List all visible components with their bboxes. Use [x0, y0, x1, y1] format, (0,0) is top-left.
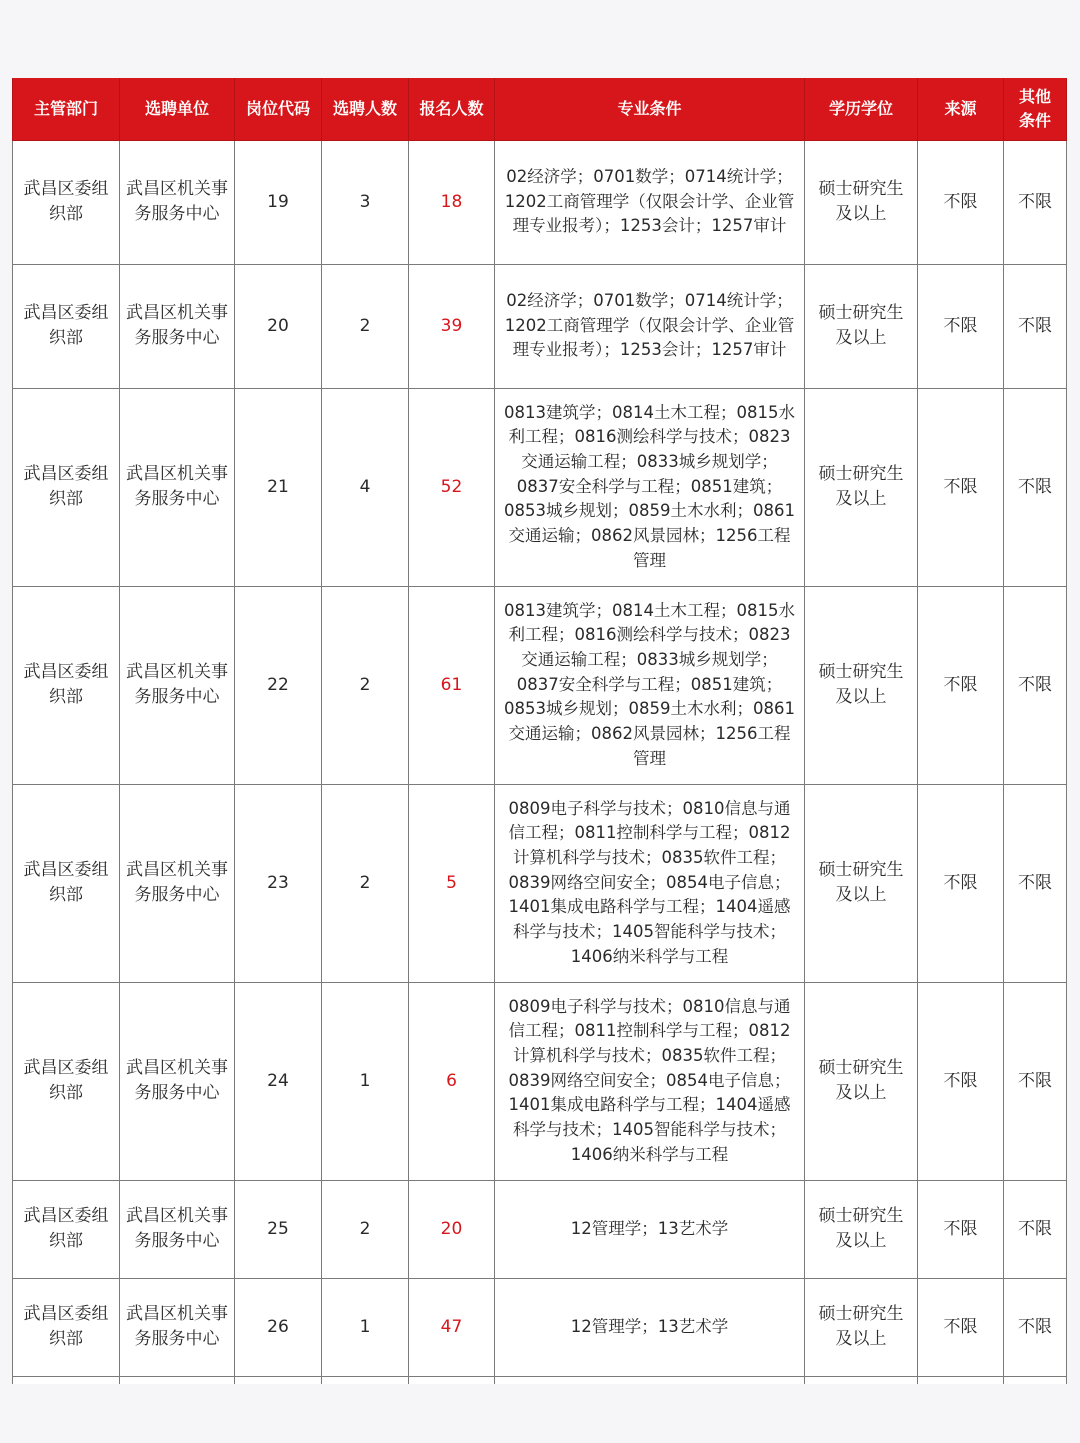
header-source: 来源 — [918, 78, 1004, 140]
applied-cell: 20 — [409, 1180, 495, 1278]
dept-cell: 武昌区委组织部 — [13, 388, 120, 586]
recruitment-table — [12, 78, 1067, 1384]
applied-cell: 18 — [409, 140, 495, 264]
dept-cell: 武昌区委组织部 — [13, 140, 120, 264]
other-cell: 不限 — [1004, 388, 1067, 586]
degree-cell: 硕士研究生及以上 — [805, 264, 918, 388]
empty-cell — [1004, 1376, 1067, 1384]
quota-cell: 3 — [322, 140, 409, 264]
degree-cell: 硕士研究生及以上 — [805, 388, 918, 586]
quota-cell: 1 — [322, 1278, 409, 1376]
recruitment-table-sheet — [12, 78, 1066, 1384]
table-row — [13, 264, 1067, 388]
other-cell: 不限 — [1004, 784, 1067, 982]
quota-cell: 2 — [322, 586, 409, 784]
applied-cell: 47 — [409, 1278, 495, 1376]
major-cell: 0813建筑学；0814土木工程；0815水利工程；0816测绘科学与技术；0823交通运输工程；0833城乡规划学；0837安全科学与工程；0851建筑；0853城乡规划；0859土木水利；0861交通运输；0862风景园林；1256工程管理 — [495, 586, 805, 784]
quota-cell: 2 — [322, 1180, 409, 1278]
other-cell: 不限 — [1004, 1180, 1067, 1278]
empty-cell — [409, 1376, 495, 1384]
header-unit: 选聘单位 — [120, 78, 235, 140]
dept-cell: 武昌区委组织部 — [13, 982, 120, 1180]
code-cell: 26 — [235, 1278, 322, 1376]
degree-cell: 硕士研究生及以上 — [805, 1278, 918, 1376]
table-row — [13, 982, 1067, 1180]
header-quota: 选聘人数 — [322, 78, 409, 140]
source-cell: 不限 — [918, 264, 1004, 388]
quota-cell: 2 — [322, 784, 409, 982]
unit-cell: 武昌区机关事务服务中心 — [120, 1180, 235, 1278]
empty-cell — [13, 1376, 120, 1384]
major-cell: 02经济学；0701数学；0714统计学；1202工商管理学（仅限会计学、企业管理专业报考）；1253会计；1257审计 — [495, 140, 805, 264]
header-row — [13, 78, 1067, 140]
empty-cell — [322, 1376, 409, 1384]
major-cell: 02经济学；0701数学；0714统计学；1202工商管理学（仅限会计学、企业管理专业报考）；1253会计；1257审计 — [495, 264, 805, 388]
major-cell: 0813建筑学；0814土木工程；0815水利工程；0816测绘科学与技术；0823交通运输工程；0833城乡规划学；0837安全科学与工程；0851建筑；0853城乡规划；0859土木水利；0861交通运输；0862风景园林；1256工程管理 — [495, 388, 805, 586]
dept-cell: 武昌区委组织部 — [13, 784, 120, 982]
empty-cell — [120, 1376, 235, 1384]
source-cell: 不限 — [918, 982, 1004, 1180]
unit-cell: 武昌区机关事务服务中心 — [120, 264, 235, 388]
source-cell: 不限 — [918, 586, 1004, 784]
other-cell: 不限 — [1004, 1278, 1067, 1376]
table-row — [13, 1180, 1067, 1278]
applied-cell: 6 — [409, 982, 495, 1180]
dept-cell: 武昌区委组织部 — [13, 1180, 120, 1278]
header-major: 专业条件 — [495, 78, 805, 140]
table-row — [13, 784, 1067, 982]
other-cell: 不限 — [1004, 140, 1067, 264]
table-row — [13, 388, 1067, 586]
major-cell: 0809电子科学与技术；0810信息与通信工程；0811控制科学与工程；0812计算机科学与技术；0835软件工程；0839网络空间安全；0854电子信息；1401集成电路科学与工程；1404遥感科学与技术；1405智能科学与技术；1406纳米科学与工程 — [495, 982, 805, 1180]
unit-cell: 武昌区机关事务服务中心 — [120, 784, 235, 982]
empty-cell — [805, 1376, 918, 1384]
other-cell: 不限 — [1004, 586, 1067, 784]
unit-cell: 武昌区机关事务服务中心 — [120, 388, 235, 586]
major-cell: 0809电子科学与技术；0810信息与通信工程；0811控制科学与工程；0812计算机科学与技术；0835软件工程；0839网络空间安全；0854电子信息；1401集成电路科学与工程；1404遥感科学与技术；1405智能科学与技术；1406纳米科学与工程 — [495, 784, 805, 982]
quota-cell: 2 — [322, 264, 409, 388]
unit-cell: 武昌区机关事务服务中心 — [120, 1278, 235, 1376]
degree-cell: 硕士研究生及以上 — [805, 586, 918, 784]
header-degree: 学历学位 — [805, 78, 918, 140]
degree-cell: 硕士研究生及以上 — [805, 1180, 918, 1278]
code-cell: 21 — [235, 388, 322, 586]
source-cell: 不限 — [918, 140, 1004, 264]
table-row — [13, 586, 1067, 784]
dept-cell: 武昌区委组织部 — [13, 264, 120, 388]
unit-cell: 武昌区机关事务服务中心 — [120, 586, 235, 784]
quota-cell: 4 — [322, 388, 409, 586]
quota-cell: 1 — [322, 982, 409, 1180]
empty-cell — [235, 1376, 322, 1384]
applied-cell: 39 — [409, 264, 495, 388]
applied-cell: 5 — [409, 784, 495, 982]
major-cell: 12管理学；13艺术学 — [495, 1278, 805, 1376]
applied-cell: 52 — [409, 388, 495, 586]
table-row — [13, 140, 1067, 264]
empty-cell — [495, 1376, 805, 1384]
code-cell: 24 — [235, 982, 322, 1180]
empty-cell — [918, 1376, 1004, 1384]
other-cell: 不限 — [1004, 982, 1067, 1180]
code-cell: 23 — [235, 784, 322, 982]
header-code: 岗位代码 — [235, 78, 322, 140]
header-other: 其他条件 — [1004, 78, 1067, 140]
unit-cell: 武昌区机关事务服务中心 — [120, 140, 235, 264]
table-row — [13, 1278, 1067, 1376]
degree-cell: 硕士研究生及以上 — [805, 982, 918, 1180]
code-cell: 22 — [235, 586, 322, 784]
unit-cell: 武昌区机关事务服务中心 — [120, 982, 235, 1180]
header-dept: 主管部门 — [13, 78, 120, 140]
applied-cell: 61 — [409, 586, 495, 784]
degree-cell: 硕士研究生及以上 — [805, 784, 918, 982]
source-cell: 不限 — [918, 784, 1004, 982]
major-cell: 12管理学；13艺术学 — [495, 1180, 805, 1278]
header-applied: 报名人数 — [409, 78, 495, 140]
source-cell: 不限 — [918, 388, 1004, 586]
source-cell: 不限 — [918, 1180, 1004, 1278]
other-cell: 不限 — [1004, 264, 1067, 388]
code-cell: 25 — [235, 1180, 322, 1278]
code-cell: 19 — [235, 140, 322, 264]
source-cell: 不限 — [918, 1278, 1004, 1376]
dept-cell: 武昌区委组织部 — [13, 586, 120, 784]
dept-cell: 武昌区委组织部 — [13, 1278, 120, 1376]
code-cell: 20 — [235, 264, 322, 388]
table-row-cut-off — [13, 1376, 1067, 1384]
degree-cell: 硕士研究生及以上 — [805, 140, 918, 264]
